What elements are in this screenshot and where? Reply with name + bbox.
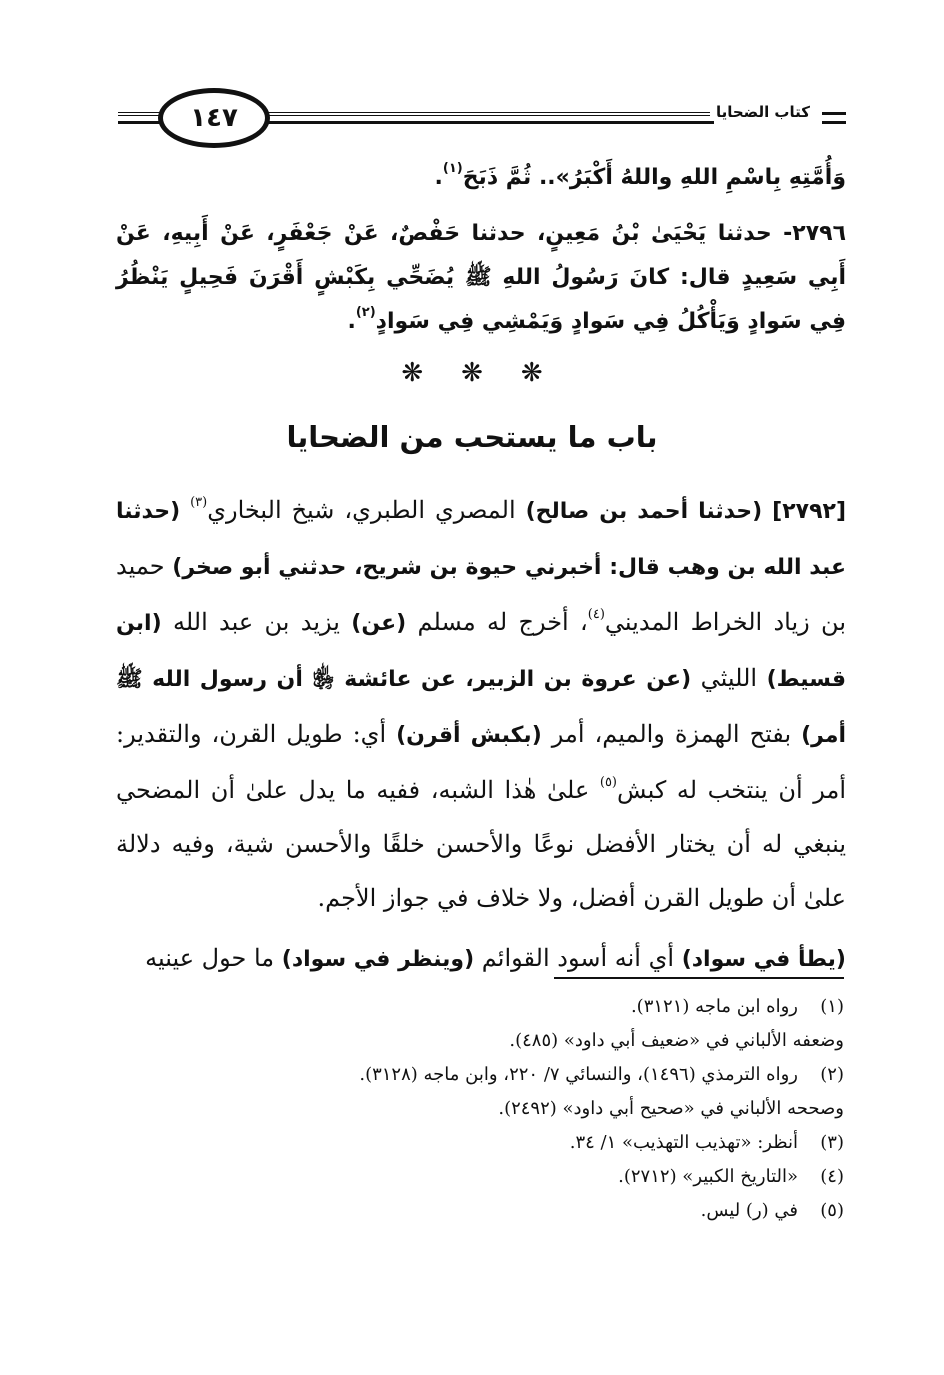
commentary-text: الليثي <box>691 664 767 692</box>
header-rule-end <box>822 112 846 124</box>
header-rule-right <box>234 112 714 124</box>
commentary-text: علىٰ هٰذا الشبه، ففيه ما يدل علىٰ أن المضحي ينبغي له أن يختار الأفضل نوعًا والأحسن خلقًا والأحسن شية، وفيه دلالة علىٰ أن طويل القرن أفضل، ولا خلاف في جواز الأجم. <box>116 776 846 912</box>
page-header <box>118 88 846 150</box>
commentary-text: بفتح الهمزة والميم، أمر <box>541 720 802 748</box>
commentary-text: ما حول عينيه <box>145 944 282 972</box>
bold-phrase: (عن عروة بن الزبير، عن عائشة ﵂ أن رسول الله ﷺ أمر) <box>116 667 847 748</box>
bold-phrase: (وينظر في سواد) <box>281 947 475 972</box>
section-separator-stars: ❋❋❋ <box>401 358 581 388</box>
commentary-text: حميد بن زياد الخراط المديني <box>116 552 847 636</box>
footnote-number: (٤) <box>820 1166 844 1187</box>
footnote-ref-5: (٥) <box>599 775 617 790</box>
bold-phrase: (ابن قسيط) <box>116 611 847 692</box>
page-number-oval <box>158 88 270 148</box>
footnote-number: (٣) <box>820 1132 844 1153</box>
commentary-text: أي أنه أسود القوائم <box>474 944 682 972</box>
footnote-text: رواه ابن ماجه (٣١٢١). <box>630 996 798 1017</box>
footnote-2-continuation: وصححه الألباني في «صحيح أبي داود» (٢٤٩٢). <box>498 1098 844 1119</box>
hadith-2795-period: . <box>434 165 443 190</box>
footnote-3 <box>104 1126 844 1160</box>
commentary-body <box>116 483 846 987</box>
hadith-2796-text: ٢٧٩٦- حدثنا يَحْيَىٰ بْنُ مَعِينٍ، حدثنا حَفْصٌ، عَنْ جَعْفَرٍ، عَنْ أَبِيهِ، عَنْ أَبِي سَعِيدٍ قال: كانَ رَسُولُ اللهِ ﷺ يُضَحِّي بِكَبْشٍ أَقْرَنَ فَحِيلٍ يَنْظُرُ فِي سَوادٍ وَيَأْكُلُ فِي سَوادٍ وَيَمْشِي فِي سَوادٍ <box>116 221 846 334</box>
footnote-ref-4: (٤) <box>587 607 605 622</box>
footnote-number: (١) <box>820 996 844 1017</box>
bold-phrase: (حدثنا عبد الله بن وهب قال: أخبرني حيوة بن شريح، حدثني أبو صخر) <box>116 499 846 580</box>
hadith-2796-period: . <box>347 309 356 334</box>
bold-phrase: (عن) <box>351 611 407 636</box>
footnote-ref-3: (٣) <box>190 495 208 510</box>
footnote-separator-rule <box>554 977 844 979</box>
bold-phrase: (بكبش أقرن) <box>396 723 542 748</box>
footnote-4 <box>104 1160 844 1194</box>
bold-phrase: (يطأ في سواد) <box>681 947 846 972</box>
footnote-number: (٥) <box>820 1200 844 1221</box>
footnote-ref-2: (٢) <box>355 305 376 320</box>
footnote-5 <box>104 1194 844 1228</box>
chapter-title: باب ما يستحب من الضحايا <box>286 420 658 454</box>
commentary-text: المصري الطبري، شيخ البخاري <box>207 496 526 524</box>
running-title: كتاب الضحايا <box>710 103 816 121</box>
footnote-text: «التاريخ الكبير» (٢٧١٢). <box>618 1166 798 1187</box>
footnote-1 <box>104 990 844 1024</box>
footnote-text: رواه الترمذي (١٤٩٦)، والنسائي ٧/ ٢٢٠، وابن ماجه (٣١٢٨). <box>359 1064 798 1085</box>
commentary-text: يزيد بن عبد الله <box>161 608 352 636</box>
footnote-1-continuation: وضعفه الألباني في «ضعيف أبي داود» (٤٨٥). <box>509 1030 844 1051</box>
footnote-text: في (ر) ليس. <box>700 1200 798 1221</box>
footnote-2 <box>104 1058 844 1092</box>
commentary-paragraph <box>116 483 846 925</box>
page-number: ١٤٧ <box>190 103 238 133</box>
footnote-ref-1: (١) <box>442 161 463 176</box>
footnote-text: أنظر: «تهذيب التهذيب» ١/ ٣٤. <box>569 1132 798 1153</box>
footnote-number: (٢) <box>820 1064 844 1085</box>
bold-phrase: [٢٧٩٢] (حدثنا أحمد بن صالح) <box>525 499 847 524</box>
commentary-text: أي: طويل القرن، والتقدير: أمر أن ينتخب له كبش <box>116 720 846 804</box>
hadith-2796 <box>116 212 846 344</box>
footnotes <box>104 990 844 1228</box>
hadith-2795-ending <box>116 156 846 200</box>
commentary-text: ، أخرج له مسلم <box>406 608 588 636</box>
hadith-2795-text: وَأُمَّتِهِ بِاسْمِ اللهِ واللهُ أَكْبَرُ».. ثُمَّ ذَبَحَ <box>462 165 846 190</box>
